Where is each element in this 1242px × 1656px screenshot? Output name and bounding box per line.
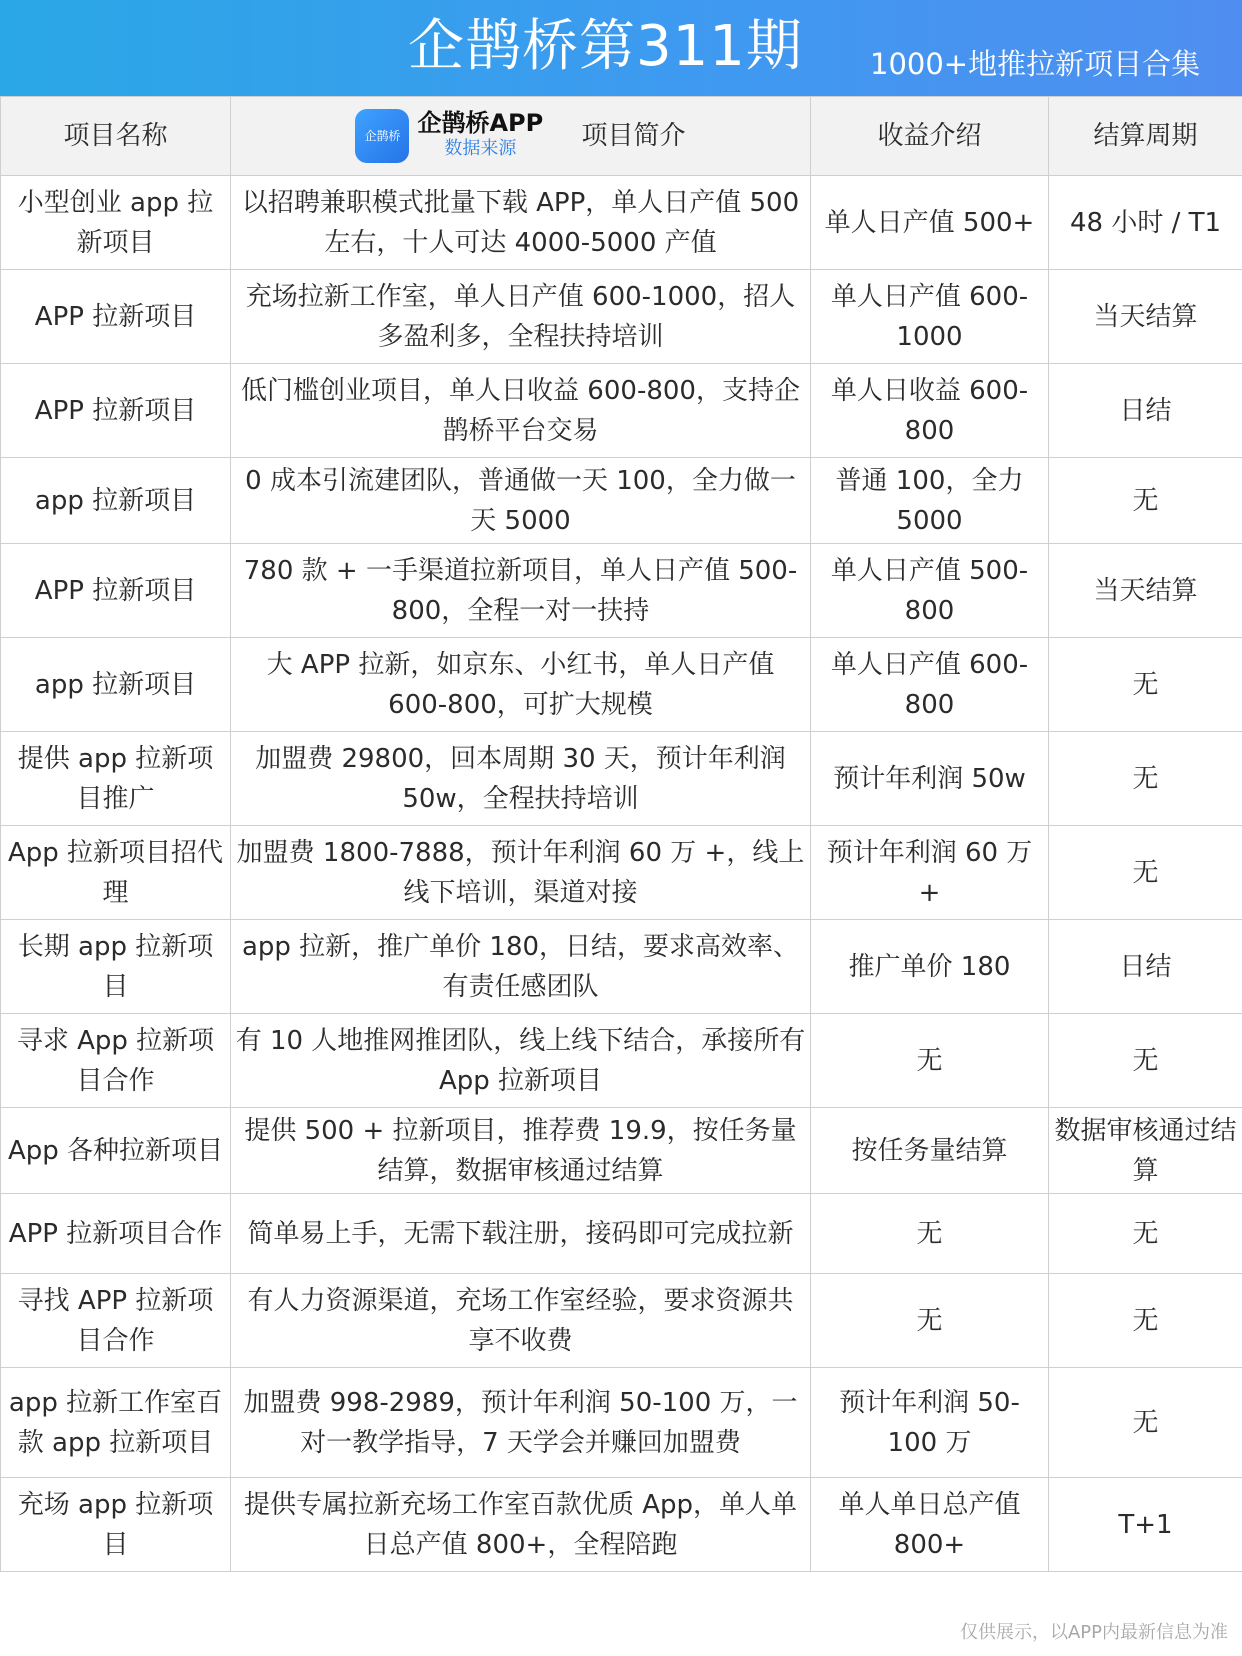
page-title: 企鹊桥第311期: [408, 14, 803, 79]
cell-cycle: 无: [1049, 1014, 1242, 1108]
cell-cycle: 无: [1049, 458, 1242, 544]
intro-label: 项目简介: [581, 121, 686, 151]
cell-project-name: 寻找 APP 拉新项目合作: [1, 1274, 231, 1368]
cell-project-name: APP 拉新项目: [1, 270, 231, 364]
cell-cycle: 无: [1049, 1274, 1242, 1368]
cell-income: 单人日产值 500-800: [811, 544, 1049, 638]
cell-income: 单人单日总产值 800+: [811, 1478, 1049, 1572]
cell-cycle: T+1: [1049, 1478, 1242, 1572]
cell-project-intro: 充场拉新工作室，单人日产值 600-1000，招人多盈利多，全程扶持培训: [231, 270, 811, 364]
cell-project-intro: 加盟费 998-2989，预计年利润 50-100 万，一对一教学指导，7 天学会并赚回加盟费: [231, 1368, 811, 1478]
table-row: [1, 176, 1242, 270]
cell-income: 单人日产值 500+: [811, 176, 1049, 270]
cell-project-intro: 加盟费 29800，回本周期 30 天，预计年利润 50w，全程扶持培训: [231, 732, 811, 826]
table-row: [1, 1368, 1242, 1478]
cell-project-intro: 780 款 + 一手渠道拉新项目，单人日产值 500-800，全程一对一扶持: [231, 544, 811, 638]
cell-project-name: 小型创业 app 拉新项目: [1, 176, 231, 270]
cell-project-name: 长期 app 拉新项目: [1, 920, 231, 1014]
table-row: [1, 544, 1242, 638]
table-row: [1, 1108, 1242, 1194]
cell-income: 预计年利润 50-100 万: [811, 1368, 1049, 1478]
brand-sub: 数据来源: [444, 138, 517, 159]
table-row: [1, 732, 1242, 826]
cell-project-intro: 有 10 人地推网推团队，线上线下结合，承接所有 App 拉新项目: [231, 1014, 811, 1108]
table-header-row: [1, 97, 1242, 176]
watermark: 仅供展示，以APP内最新信息为准: [959, 1622, 1228, 1643]
header-banner: [0, 0, 1242, 96]
cell-cycle: 日结: [1049, 920, 1242, 1014]
cell-project-intro: 简单易上手，无需下载注册，接码即可完成拉新: [231, 1194, 811, 1274]
cell-cycle: 48 小时 / T1: [1049, 176, 1242, 270]
table-row: [1, 458, 1242, 544]
cell-project-intro: 提供 500 + 拉新项目，推荐费 19.9，按任务量结算，数据审核通过结算: [231, 1108, 811, 1194]
cell-cycle: 无: [1049, 1194, 1242, 1274]
cell-project-intro: 提供专属拉新充场工作室百款优质 App，单人单日总产值 800+，全程陪跑: [231, 1478, 811, 1572]
cell-project-name: App 各种拉新项目: [1, 1108, 231, 1194]
cell-project-intro: 以招聘兼职模式批量下载 APP，单人日产值 500 左右，十人可达 4000-5000 产值: [231, 176, 811, 270]
column-header-income: 收益介绍: [811, 97, 1049, 176]
table-row: [1, 1194, 1242, 1274]
cell-cycle: 无: [1049, 1368, 1242, 1478]
cell-cycle: 数据审核通过结算: [1049, 1108, 1242, 1194]
brand-badge: [355, 109, 543, 163]
cell-project-name: APP 拉新项目合作: [1, 1194, 231, 1274]
cell-income: 单人日产值 600-1000: [811, 270, 1049, 364]
cell-income: 预计年利润 50w: [811, 732, 1049, 826]
cell-income: 无: [811, 1194, 1049, 1274]
app-logo-icon: 企鹊桥: [355, 109, 409, 163]
column-header-name: 项目名称: [1, 97, 231, 176]
table-row: [1, 364, 1242, 458]
cell-income: 单人日收益 600-800: [811, 364, 1049, 458]
cell-cycle: 无: [1049, 638, 1242, 732]
cell-cycle: 日结: [1049, 364, 1242, 458]
cell-project-name: APP 拉新项目: [1, 544, 231, 638]
table-row: [1, 1274, 1242, 1368]
cell-project-intro: 0 成本引流建团队，普通做一天 100，全力做一天 5000: [231, 458, 811, 544]
table-row: [1, 1014, 1242, 1108]
cell-income: 单人日产值 600-800: [811, 638, 1049, 732]
cell-income: 按任务量结算: [811, 1108, 1049, 1194]
cell-project-intro: 低门槛创业项目，单人日收益 600-800，支持企鹊桥平台交易: [231, 364, 811, 458]
cell-project-name: app 拉新项目: [1, 458, 231, 544]
cell-income: 预计年利润 60 万 +: [811, 826, 1049, 920]
table-row: [1, 270, 1242, 364]
column-header-intro: [231, 97, 811, 176]
cell-project-name: app 拉新工作室百款 app 拉新项目: [1, 1368, 231, 1478]
cell-project-name: app 拉新项目: [1, 638, 231, 732]
cell-project-name: APP 拉新项目: [1, 364, 231, 458]
table-row: [1, 1478, 1242, 1572]
cell-cycle: 无: [1049, 732, 1242, 826]
cell-project-intro: 加盟费 1800-7888，预计年利润 60 万 +，线上线下培训，渠道对接: [231, 826, 811, 920]
cell-income: 普通 100，全力 5000: [811, 458, 1049, 544]
cell-cycle: 当天结算: [1049, 544, 1242, 638]
cell-project-intro: 大 APP 拉新，如京东、小红书，单人日产值 600-800，可扩大规模: [231, 638, 811, 732]
cell-project-intro: 有人力资源渠道，充场工作室经验，要求资源共享不收费: [231, 1274, 811, 1368]
table-row: [1, 638, 1242, 732]
cell-project-intro: app 拉新，推广单价 180，日结，要求高效率、有责任感团队: [231, 920, 811, 1014]
cell-project-name: 寻求 App 拉新项目合作: [1, 1014, 231, 1108]
cell-project-name: 提供 app 拉新项目推广: [1, 732, 231, 826]
column-header-cycle: 结算周期: [1049, 97, 1242, 176]
table-row: [1, 826, 1242, 920]
page-subtitle: 1000+地推拉新项目合集: [870, 47, 1201, 81]
cell-income: 无: [811, 1274, 1049, 1368]
cell-project-name: 充场 app 拉新项目: [1, 1478, 231, 1572]
cell-income: 无: [811, 1014, 1049, 1108]
cell-cycle: 当天结算: [1049, 270, 1242, 364]
brand-name: 企鹊桥APP: [417, 109, 544, 137]
project-table: [0, 96, 1242, 1572]
cell-income: 推广单价 180: [811, 920, 1049, 1014]
cell-project-name: App 拉新项目招代理: [1, 826, 231, 920]
cell-cycle: 无: [1049, 826, 1242, 920]
table-row: [1, 920, 1242, 1014]
